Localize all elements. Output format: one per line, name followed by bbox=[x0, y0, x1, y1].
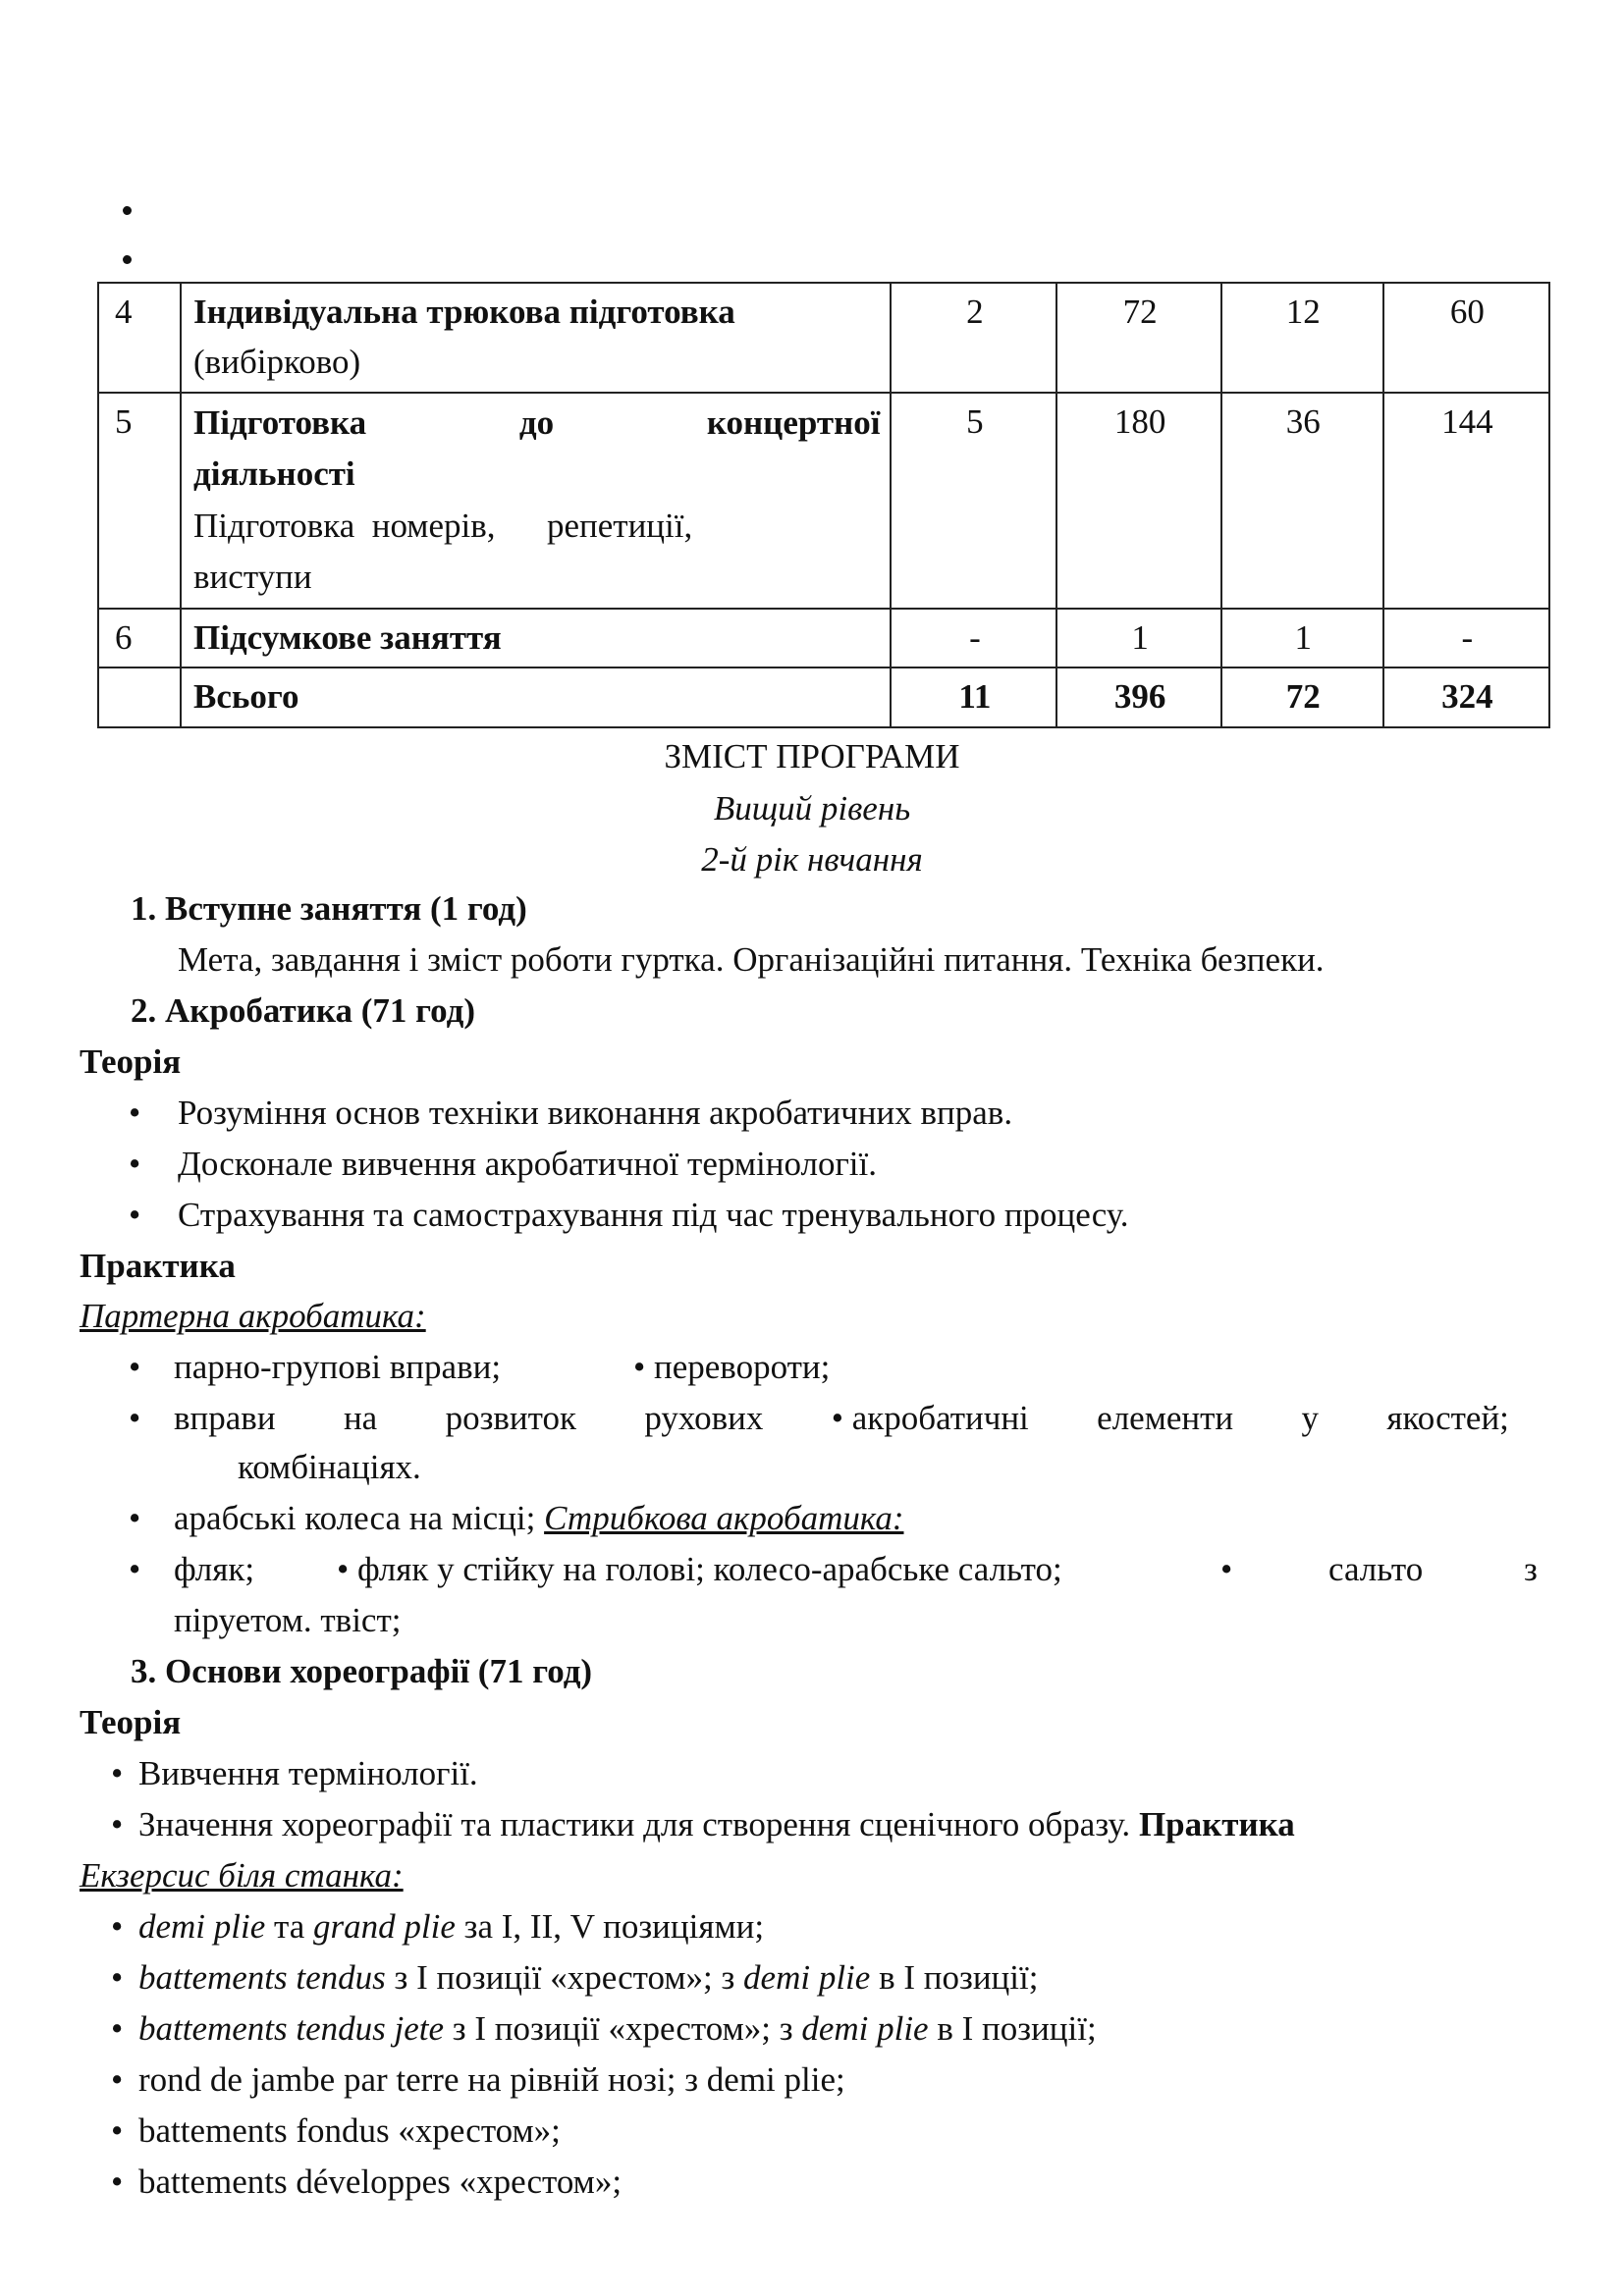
bullet: • bbox=[129, 1499, 141, 1537]
table-row-total bbox=[98, 667, 1549, 727]
list-item: парно-групові вправи; bbox=[174, 1348, 502, 1386]
table-cell: - bbox=[1383, 609, 1549, 668]
list-item-continuation: піруетом. твіст; bbox=[174, 1601, 402, 1639]
practice-heading: Практика bbox=[1138, 1805, 1295, 1843]
table-cell: 72 bbox=[1221, 667, 1383, 727]
row-number bbox=[98, 667, 181, 727]
term: battements tendus bbox=[138, 1958, 386, 1997]
list-item bbox=[138, 1906, 764, 1948]
list-item: battements dévеloppes «хрестом»; bbox=[138, 2163, 623, 2201]
section-3-title: 3. Основи хореографії (71 год) bbox=[131, 1652, 593, 1690]
list-item-continuation: комбінаціях. bbox=[238, 1448, 421, 1486]
bullet: • bbox=[129, 1196, 141, 1234]
row-title-word: концертної bbox=[706, 402, 881, 442]
table-cell: 5 bbox=[891, 393, 1056, 609]
list-item: • bbox=[1220, 1550, 1233, 1588]
hours-table bbox=[97, 282, 1550, 728]
row-number: 6 bbox=[98, 609, 181, 668]
table-cell: 144 bbox=[1383, 393, 1549, 609]
empty-bullet bbox=[123, 206, 132, 215]
row-title-cell bbox=[181, 667, 891, 727]
table-cell: - bbox=[891, 609, 1056, 668]
table-cell: 72 bbox=[1056, 283, 1221, 393]
word: рухових bbox=[644, 1399, 764, 1437]
table-cell: 180 bbox=[1056, 393, 1221, 609]
empty-bullet bbox=[123, 255, 132, 264]
row-title: Всього bbox=[193, 677, 299, 717]
text: в І позиції; bbox=[870, 1958, 1039, 1997]
theory-heading: Теорія bbox=[80, 1703, 182, 1741]
bullet: • bbox=[129, 1145, 141, 1183]
exercise-subheading: Екзерсис біля станка: bbox=[80, 1856, 404, 1895]
table-cell: 1 bbox=[1221, 609, 1383, 668]
term: battements tendus jete bbox=[138, 2009, 445, 2048]
jump-acrobatics-subheading: Стрибкова акробатика: bbox=[544, 1499, 904, 1537]
list-item-text: арабські колеса на місці; bbox=[174, 1499, 545, 1537]
list-item: фляк; bbox=[174, 1550, 255, 1588]
list-item: Страхування та самострахування під час тренувального процесу. bbox=[178, 1196, 1129, 1234]
bullet: • bbox=[129, 1550, 141, 1588]
table-row bbox=[98, 393, 1549, 609]
text: за І, ІІ, V позиціями; bbox=[455, 1907, 765, 1946]
list-item-text: Значення хореографії та пластики для створення сценічного образу. bbox=[138, 1805, 1139, 1843]
row-subtitle: (вибірково) bbox=[193, 342, 361, 381]
program-heading: ЗМІСТ ПРОГРАМИ bbox=[664, 737, 960, 775]
row-subtitle: виступи bbox=[193, 558, 312, 596]
bullet: • bbox=[111, 1805, 124, 1843]
text: з І позиції «хрестом»; з bbox=[385, 1958, 744, 1997]
bullet: • bbox=[129, 1399, 141, 1437]
word: на bbox=[343, 1399, 378, 1437]
row-title: діяльності bbox=[193, 454, 355, 493]
table-cell: 396 bbox=[1056, 667, 1221, 727]
row-title-cell bbox=[181, 283, 891, 393]
word: вправи bbox=[174, 1399, 276, 1437]
theory-heading: Теорія bbox=[80, 1042, 182, 1081]
row-title: Підсумкове заняття bbox=[193, 617, 502, 657]
section-2-title: 2. Акробатика (71 год) bbox=[131, 991, 476, 1030]
term: demi plie bbox=[801, 2009, 929, 2048]
table-cell: 2 bbox=[891, 283, 1056, 393]
bullet: • bbox=[111, 2111, 124, 2150]
text: з І позиції «хрестом»; з bbox=[444, 2009, 802, 2048]
word: розвиток bbox=[445, 1399, 576, 1437]
list-item: • фляк у стійку на голові; колесо-арабське сальто; bbox=[337, 1550, 1062, 1588]
word: у bbox=[1301, 1399, 1320, 1437]
bullet: • bbox=[111, 2060, 124, 2099]
row-title-word: Підготовка bbox=[193, 402, 367, 442]
list-item: Досконале вивчення акробатичної термінології. bbox=[178, 1145, 877, 1183]
row-number: 5 bbox=[98, 393, 181, 609]
word: елементи bbox=[1097, 1399, 1234, 1437]
table-cell: 60 bbox=[1383, 283, 1549, 393]
section-1-text: Мета, завдання і зміст роботи гуртка. Організаційні питання. Техніка безпеки. bbox=[178, 940, 1325, 979]
bullet: • bbox=[111, 1958, 124, 1997]
text: та bbox=[265, 1907, 314, 1946]
table-cell: 1 bbox=[1056, 609, 1221, 668]
practice-heading: Практика bbox=[80, 1247, 236, 1285]
row-title-line bbox=[193, 398, 880, 450]
bullet: • bbox=[129, 1094, 141, 1132]
list-item: rond de jambe par terre на рівній нозі; з demi plie; bbox=[138, 2060, 845, 2099]
section-1-title: 1. Вступне заняття (1 год) bbox=[131, 889, 527, 928]
row-title-word: до bbox=[518, 402, 555, 442]
word: • акробатичні bbox=[831, 1399, 1029, 1437]
table-cell: 12 bbox=[1221, 283, 1383, 393]
bullet: • bbox=[129, 1348, 141, 1386]
table-cell: 36 bbox=[1221, 393, 1383, 609]
list-item bbox=[174, 1498, 904, 1539]
word: якостей; bbox=[1386, 1399, 1509, 1437]
level-subheading: Вищий рівень bbox=[713, 789, 911, 828]
list-item: сальто bbox=[1328, 1550, 1424, 1588]
list-item: Розуміння основ техніки виконання акробатичних вправ. bbox=[178, 1094, 1013, 1132]
list-item: Вивчення термінології. bbox=[138, 1754, 478, 1792]
bullet: • bbox=[111, 2163, 124, 2201]
term: demi plie bbox=[743, 1958, 871, 1997]
term: grand plie bbox=[313, 1907, 456, 1946]
term: demi plie bbox=[138, 1907, 266, 1946]
bullet: • bbox=[111, 1907, 124, 1946]
list-item bbox=[138, 2008, 1097, 2050]
bullet: • bbox=[111, 1754, 124, 1792]
list-item bbox=[138, 1804, 1295, 1845]
list-item: battements fondus «хрестом»; bbox=[138, 2111, 561, 2150]
table-row bbox=[98, 609, 1549, 668]
row-title-cell bbox=[181, 609, 891, 668]
parterre-subheading: Партерна акробатика: bbox=[80, 1297, 426, 1335]
list-item-justified bbox=[174, 1398, 1509, 1439]
list-item: • перевороти; bbox=[633, 1348, 831, 1386]
list-item bbox=[138, 1957, 1038, 1999]
row-title-cell bbox=[181, 393, 891, 609]
row-title: Індивідуальна трюкова підготовка bbox=[193, 293, 735, 331]
text: в І позиції; bbox=[928, 2009, 1097, 2048]
bullet: • bbox=[111, 2009, 124, 2048]
table-cell: 11 bbox=[891, 667, 1056, 727]
row-subtitle: Підготовка номерів, репетиції, bbox=[193, 506, 693, 545]
table-row bbox=[98, 283, 1549, 393]
table-cell: 324 bbox=[1383, 667, 1549, 727]
list-item: з bbox=[1524, 1550, 1538, 1588]
row-number: 4 bbox=[98, 283, 181, 393]
year-subheading: 2-й рік нвчання bbox=[701, 840, 923, 879]
